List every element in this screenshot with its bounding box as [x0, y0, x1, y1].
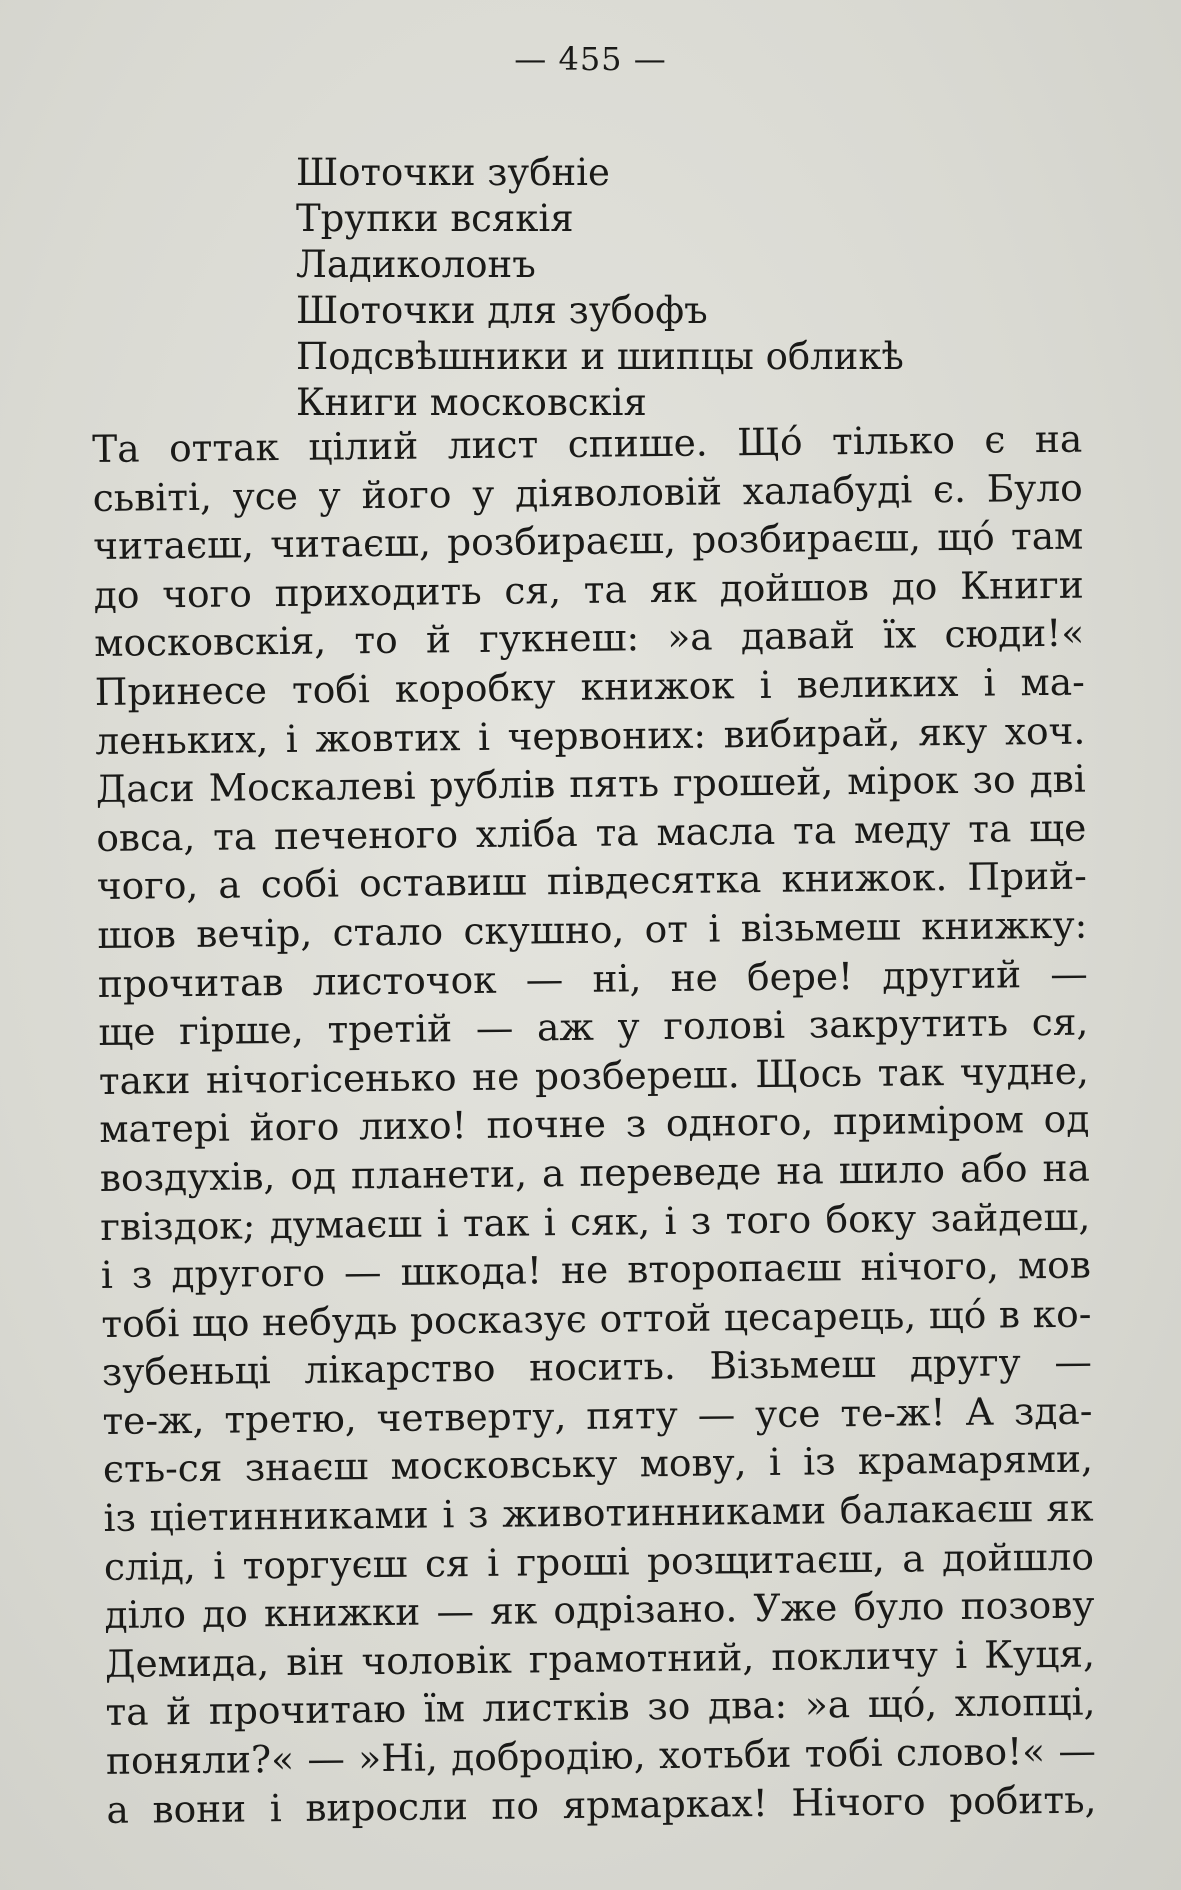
body-paragraph — [92, 415, 1097, 1835]
text-line: те-ж, третю, четверту, пяту — усе те-ж! А зда- — [102, 1388, 1093, 1443]
text-line: воздухів, од планети, а переведе на шило або на — [99, 1145, 1091, 1200]
text-line: Та оттак цілий лист спише. Щó тілько є на — [92, 416, 1083, 471]
text-line: та й прочитаю їм листків зо два: »а щó, хлопці, — [105, 1680, 1096, 1735]
page-number: — 455 — — [514, 40, 667, 78]
text-line: Принесе тобі коробку книжок і великих і ма- — [94, 659, 1085, 714]
text-line: діло до книжки — як одрізано. Уже було позову — [104, 1582, 1095, 1638]
list-item: Подсвѣшники и шипцы обликѣ — [296, 335, 904, 378]
text-line: Даси Москалеві рублів пять грошей, мірок зо дві — [95, 756, 1086, 812]
text-line: матері його лихо! почне з одного, приміром од — [99, 1096, 1090, 1152]
text-line: Демида, він чоловік грамотний, покличу і Куця, — [104, 1631, 1096, 1686]
text-line: прочитав листочок — ні, не бере! другий — — [97, 951, 1089, 1006]
text-line: читаєш, читаєш, розбираєш, розбираєш, щó там — [93, 513, 1084, 569]
list-item: Трупки всякія — [296, 197, 574, 240]
text-line: московскія, то й гукнеш: »а давай їх сюди!« — [94, 610, 1085, 666]
text-line: шов вечір, стало скушно, от і візьмеш книжку: — [97, 902, 1088, 957]
text-line: тобі що небудь росказує оттой цесарець, щó в ко- — [101, 1291, 1092, 1346]
text-line: сьвіті, усе у його у діяволовій халабуді є. Було — [92, 465, 1083, 520]
text-line: гвіздок; думаєш і так і сяк, і з того боку зайдеш, — [100, 1194, 1091, 1249]
list-item: Шоточки для зубофъ — [296, 289, 708, 332]
text-line: овса, та печеного хліба та масла та меду та ще — [96, 805, 1087, 860]
text-line: ще гірше, третій — аж у голові закрутить ся, — [98, 999, 1089, 1055]
list-item: Ладиколонъ — [296, 243, 536, 286]
list-item: Шоточки зубніе — [296, 151, 610, 194]
text-line: поняли?« — »Ні, добродію, хотьби тобі слово!« — — [105, 1728, 1097, 1783]
text-line: зубеньці лікарство носить. Візьмеш другу — — [101, 1339, 1093, 1395]
text-line: і з другого — шкода! не второпаєш нічого, мов — [100, 1242, 1092, 1298]
text-line: із ціетинниками і з животинниками балакаєш як — [103, 1485, 1094, 1541]
text-line: до чого приходить ся, та як дойшов до Книги — [93, 562, 1084, 617]
text-line: таки нічогісенько не розбереш. Щось так чудне, — [98, 1048, 1090, 1103]
text-line: слід, і торгуєш ся і гроші розщитаєш, а дойшло — [103, 1534, 1095, 1589]
list-item: Книги московскія — [296, 381, 647, 424]
text-line: леньких, і жовтих і червоних: вибирай, яку хоч. — [95, 708, 1086, 763]
text-line: єть-ся знаєш московську мову, і із крамарями, — [102, 1437, 1094, 1492]
text-line: а вони і виросли по ярмарках! Нічого робить, — [106, 1777, 1097, 1832]
text-line: чого, а собі оставиш півдесятка книжок. Прий- — [96, 853, 1088, 909]
goods-list — [296, 150, 904, 426]
